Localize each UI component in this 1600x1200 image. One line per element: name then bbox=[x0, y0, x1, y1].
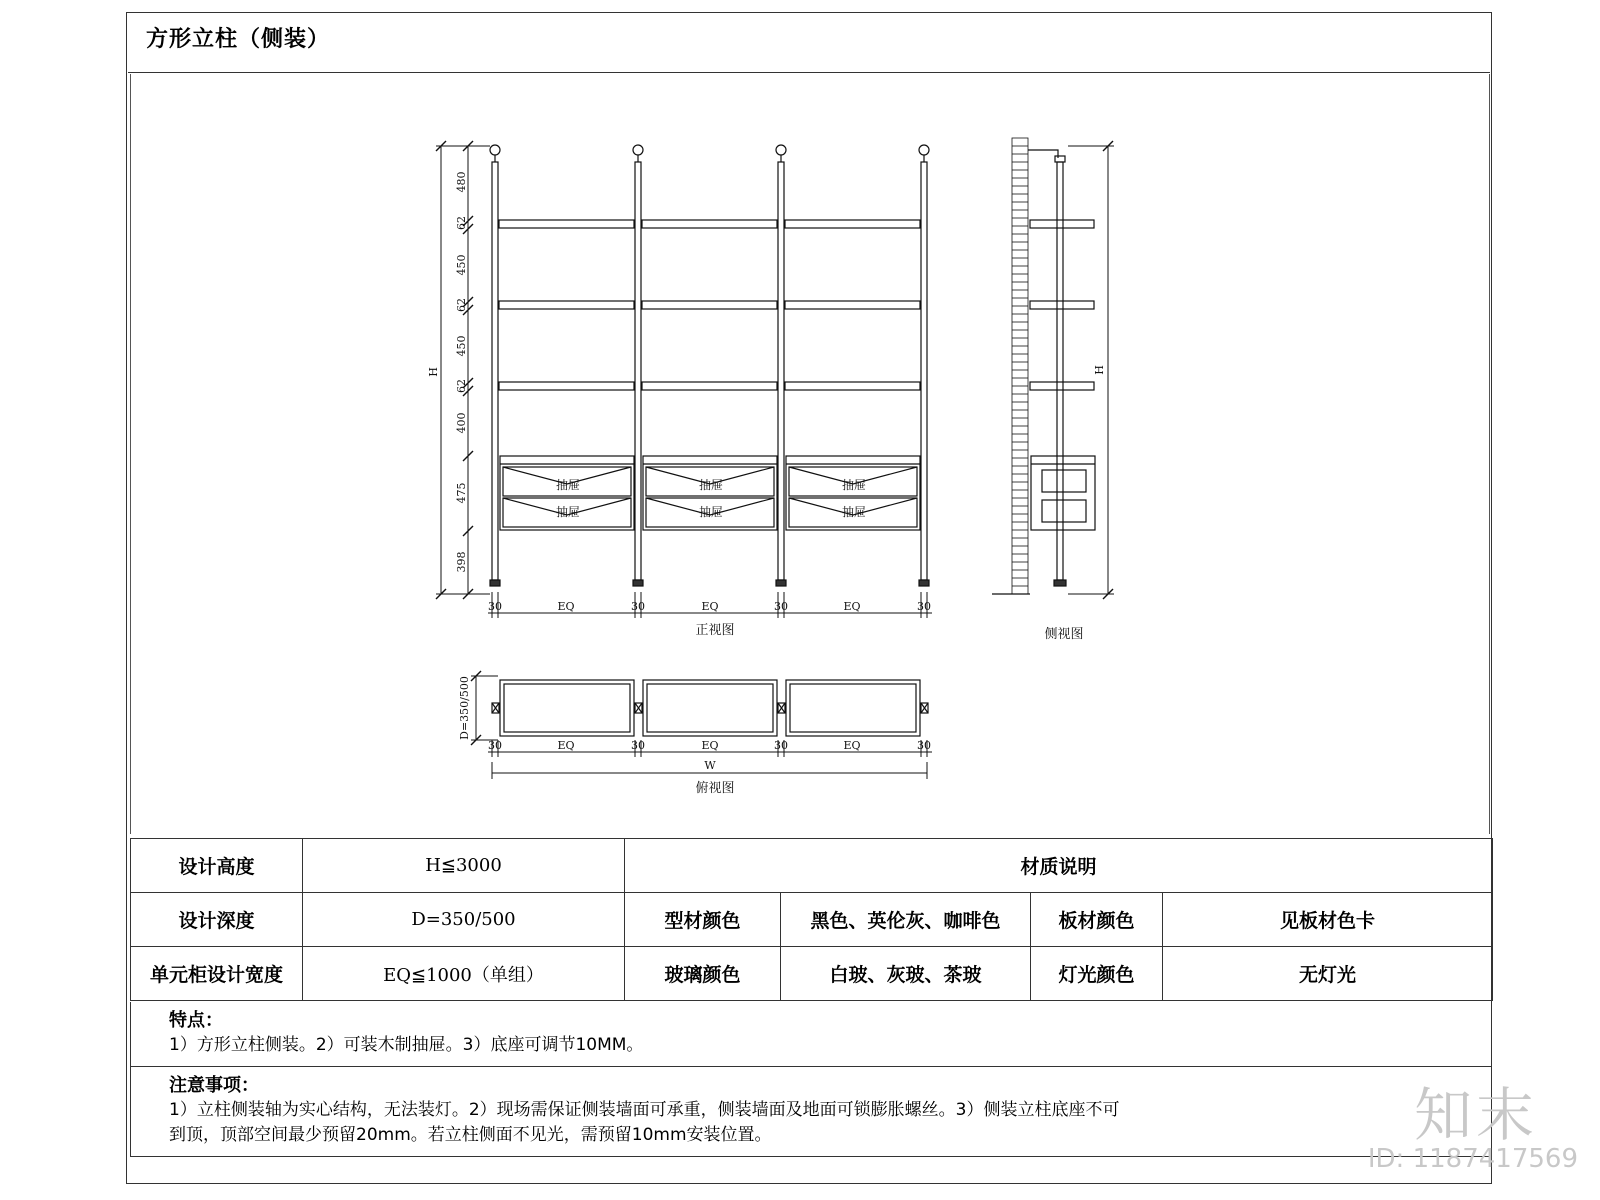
top-post-4 bbox=[921, 703, 928, 713]
shelf bbox=[499, 220, 634, 228]
dim-400: 400 bbox=[455, 412, 468, 434]
dim-62: 62 bbox=[455, 379, 468, 393]
top-depth-symbol: D=350/500 bbox=[458, 676, 471, 740]
drawer-label: 抽屉 bbox=[698, 478, 724, 492]
top-view bbox=[471, 671, 932, 779]
watermark-logo: 知末 bbox=[1413, 1081, 1538, 1149]
dim-eq: EQ bbox=[557, 600, 575, 613]
top-view-label: 俯视图 bbox=[695, 781, 735, 796]
dim-eq: EQ bbox=[843, 600, 861, 613]
height-label: 设计高度 bbox=[131, 839, 303, 893]
side-view-label: 侧视图 bbox=[1044, 627, 1084, 642]
cautions-line-1: 1）立柱侧装轴为实心结构，无法装灯。2）现场需保证侧装墙面可承重，侧装墙面及地面可锁膨胀螺丝。3）侧装立柱底座不可 bbox=[169, 1100, 1120, 1120]
dim-30: 30 bbox=[917, 600, 931, 613]
shelf bbox=[499, 301, 634, 309]
board-color-label: 板材颜色 bbox=[1031, 893, 1163, 947]
shelf bbox=[499, 382, 634, 390]
shelf bbox=[785, 220, 920, 228]
side-shelf bbox=[1030, 220, 1094, 228]
drawer-label: 抽屉 bbox=[555, 505, 581, 519]
height-value: H≦3000 bbox=[303, 839, 625, 893]
depth-value: D=350/500 bbox=[303, 893, 625, 947]
features-text: 1）方形立柱侧装。2）可装木制抽屉。3）底座可调节10MM。 bbox=[169, 1035, 644, 1055]
brick-wall bbox=[1012, 138, 1028, 594]
front-view-label: 正视图 bbox=[695, 623, 735, 638]
cautions-heading: 注意事项： bbox=[169, 1075, 259, 1096]
shelf bbox=[785, 382, 920, 390]
glass-color-value: 白玻、灰玻、茶玻 bbox=[781, 947, 1031, 1001]
front-height-symbol: H bbox=[427, 367, 440, 377]
dim-30: 30 bbox=[631, 600, 645, 613]
drawer-label: 抽屉 bbox=[841, 478, 867, 492]
spec-row-height bbox=[131, 839, 1493, 893]
profile-color-label: 型材颜色 bbox=[625, 893, 781, 947]
shelf bbox=[642, 382, 777, 390]
sheet-title: 方形立柱（侧装） bbox=[146, 27, 331, 52]
top-post-3 bbox=[778, 703, 785, 713]
dim-480: 480 bbox=[455, 171, 468, 193]
width-label: 单元柜设计宽度 bbox=[131, 947, 303, 1001]
top-width-symbol: W bbox=[704, 759, 716, 772]
side-shelf bbox=[1030, 382, 1094, 390]
dim-398: 398 bbox=[455, 551, 468, 573]
watermark-id: ID: 1187417569 bbox=[1367, 1144, 1578, 1174]
spec-table bbox=[130, 838, 1493, 1001]
drawer-label: 抽屉 bbox=[698, 505, 724, 519]
shelf bbox=[642, 301, 777, 309]
glass-color-label: 玻璃颜色 bbox=[625, 947, 781, 1001]
features-heading: 特点： bbox=[169, 1010, 223, 1031]
spec-row-width bbox=[131, 947, 1493, 1001]
cautions-line-2: 到顶，顶部空间最少预留20mm。若立柱侧面不见光，需预留10mm安装位置。 bbox=[169, 1125, 772, 1145]
dim-30: 30 bbox=[774, 600, 788, 613]
dim-30: 30 bbox=[774, 739, 788, 752]
cautions-block bbox=[131, 1066, 1491, 1156]
dim-eq: EQ bbox=[843, 739, 861, 752]
depth-label: 设计深度 bbox=[131, 893, 303, 947]
profile-color-value: 黑色、英伦灰、咖啡色 bbox=[781, 893, 1031, 947]
material-header: 材质说明 bbox=[625, 839, 1493, 893]
dim-450: 450 bbox=[455, 254, 468, 276]
dim-475: 475 bbox=[455, 482, 468, 504]
width-value: EQ≦1000（单组） bbox=[303, 947, 625, 1001]
dim-eq: EQ bbox=[701, 739, 719, 752]
dim-62: 62 bbox=[455, 216, 468, 230]
drawer-label: 抽屉 bbox=[841, 505, 867, 519]
dim-62: 62 bbox=[455, 298, 468, 312]
side-height-symbol: H bbox=[1093, 365, 1106, 375]
light-color-value: 无灯光 bbox=[1163, 947, 1493, 1001]
dim-450: 450 bbox=[455, 335, 468, 357]
dim-30: 30 bbox=[917, 739, 931, 752]
front-view bbox=[490, 145, 929, 586]
drawer-label: 抽屉 bbox=[555, 478, 581, 492]
spec-row-depth bbox=[131, 893, 1493, 947]
top-post-2 bbox=[635, 703, 642, 713]
light-color-label: 灯光颜色 bbox=[1031, 947, 1163, 1001]
front-post-1 bbox=[490, 145, 500, 586]
top-post-1 bbox=[492, 703, 499, 713]
shelf bbox=[785, 301, 920, 309]
dim-eq: EQ bbox=[701, 600, 719, 613]
features-block bbox=[131, 1002, 1491, 1066]
dim-30: 30 bbox=[488, 739, 502, 752]
dim-30: 30 bbox=[488, 600, 502, 613]
dim-eq: EQ bbox=[557, 739, 575, 752]
notes-section bbox=[130, 1002, 1492, 1157]
front-vertical-dimensions bbox=[436, 141, 490, 599]
dim-30: 30 bbox=[631, 739, 645, 752]
board-color-value: 见板材色卡 bbox=[1163, 893, 1493, 947]
side-shelf bbox=[1030, 301, 1094, 309]
shelf bbox=[642, 220, 777, 228]
